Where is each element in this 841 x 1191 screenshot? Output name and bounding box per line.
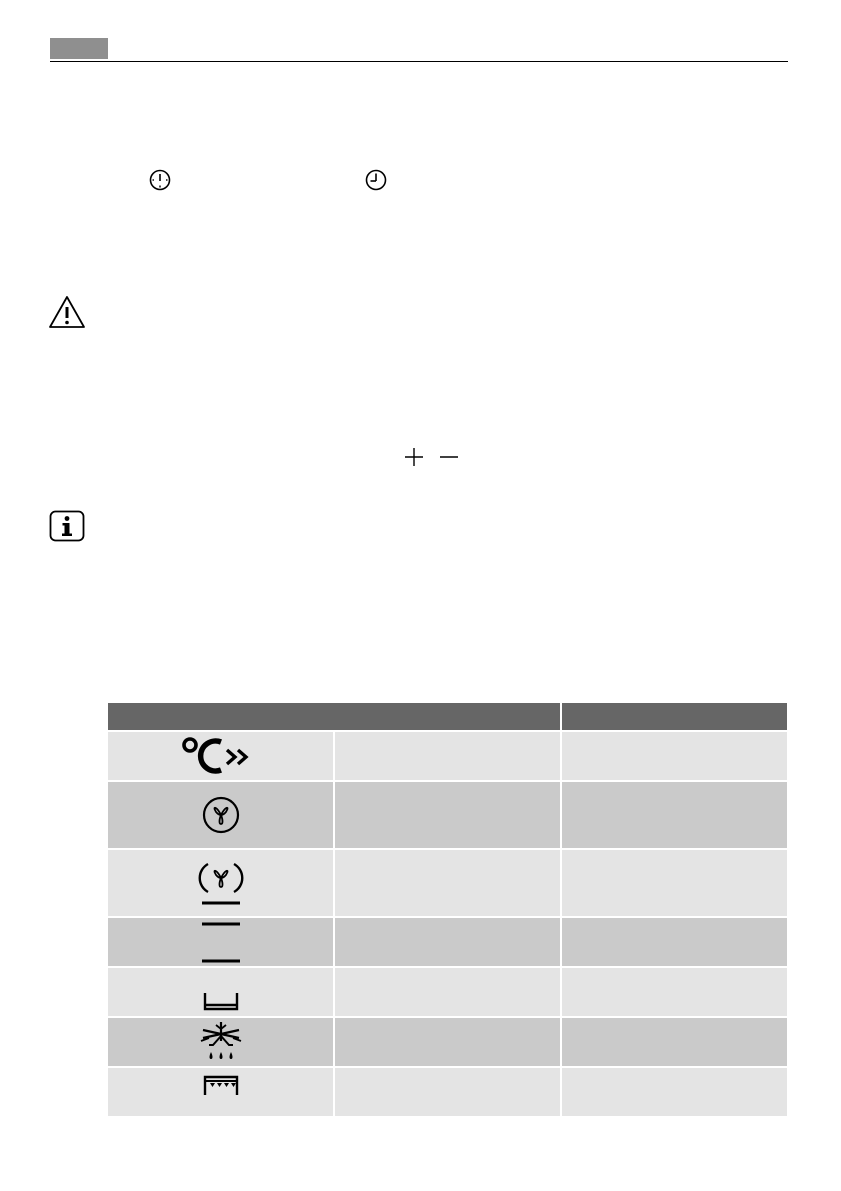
table-cell-description	[561, 781, 787, 849]
table-header-row	[108, 703, 787, 731]
table-cell-name	[334, 917, 560, 967]
table-cell-name	[334, 1067, 560, 1117]
fast-heat-up-icon	[108, 734, 333, 778]
grill-icon	[108, 1069, 333, 1115]
table-row	[108, 1067, 787, 1117]
oven-functions-table	[108, 703, 787, 1118]
table-cell-description	[561, 849, 787, 917]
table-cell-name	[334, 781, 560, 849]
table-cell-name	[334, 1017, 560, 1067]
table-cell-icon	[108, 967, 334, 1017]
table-cell-icon	[108, 849, 334, 917]
table-cell-description	[561, 917, 787, 967]
table-row	[108, 781, 787, 849]
clock-icon	[365, 169, 387, 191]
table-cell-description	[561, 1017, 787, 1067]
table-row	[108, 849, 787, 917]
header-rule	[50, 61, 788, 62]
bottom-heat-icon	[108, 969, 333, 1015]
table-cell-name	[334, 731, 560, 781]
table-cell-icon	[108, 1017, 334, 1067]
table-row	[108, 917, 787, 967]
minus-icon	[439, 447, 459, 467]
top-bottom-heat-icon	[108, 919, 333, 965]
column-header-function	[108, 703, 561, 731]
column-header-application	[561, 703, 787, 731]
pizza-fan-bottom-heat-icon	[108, 856, 333, 910]
header-tab	[50, 38, 108, 59]
table-cell-description	[561, 1067, 787, 1117]
hot-air-fan-icon	[108, 793, 333, 837]
info-icon	[49, 510, 85, 542]
table-cell-icon	[108, 731, 334, 781]
table-cell-icon	[108, 917, 334, 967]
table-row	[108, 1017, 787, 1067]
warning-triangle-icon	[48, 295, 86, 329]
table-cell-name	[334, 849, 560, 917]
timer-dial-icon	[149, 169, 171, 191]
table-cell-icon	[108, 781, 334, 849]
table-cell-description	[561, 967, 787, 1017]
table-cell-name	[334, 967, 560, 1017]
table-row	[108, 731, 787, 781]
table-row	[108, 967, 787, 1017]
plus-icon	[404, 447, 424, 467]
defrost-icon	[108, 1019, 333, 1065]
table-cell-icon	[108, 1067, 334, 1117]
table-cell-description	[561, 731, 787, 781]
